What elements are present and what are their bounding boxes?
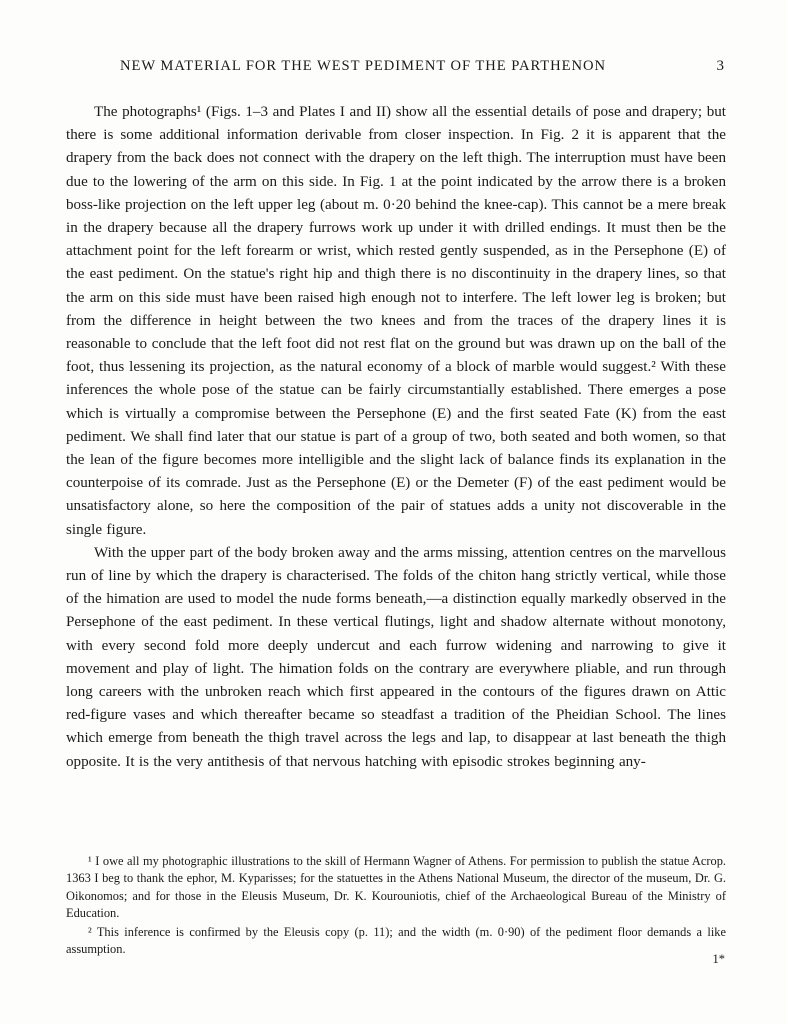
- page-content: [66, 58, 726, 774]
- body-paragraph-1: The photographs¹ (Figs. 1–3 and Plates I and II) show all the essential details of pose and drapery; but there is some additional information derivable from closer inspection. In Fig. 2 it is apparent that the drapery from the back does not connect with the drapery on the left thigh. The interruption must have been due to the lowering of the arm on this side. In Fig. 1 at the point indicated by the arrow there is a broken boss-like projection on the left upper leg (about m. 0·20 behind the knee-cap). This cannot be a mere break in the drapery because all the drapery furrows work up under it with drilled endings. It must then be the attachment point for the left forearm or wrist, which rested gently suspended, as in the Persephone (E) of the east pediment. On the statue's right hip and thigh there is no discontinuity in the drapery lines, so that the arm on this side must have been raised high enough not to interfere. The left lower leg is broken; but from the difference in height between the two knees and from the traces of the drapery lines it is reasonable to conclude that the left foot did not rest flat on the ground but was drawn up on the ball of the foot, thus lessening its projection, as the natural economy of a block of marble would suggest.² With these inferences the whole pose of the statue can be fairly circumstantially established. There emerges a pose which is virtually a compromise between the Persephone (E) and the first seated Fate (K) from the east pediment. We shall find later that our statue is part of a group of two, both seated and both women, so that the lean of the figure becomes more intelligible and the slight lack of balance finds its explanation in the counterpoise of its comrade. Just as the Persephone (E) or the Demeter (F) of the east pediment would be unsatisfactory alone, so here the composition of the pair of statues adds a unity not discoverable in the single figure.: [66, 104, 726, 538]
- footnote-2: ² This inference is confirmed by the Eleusis copy (p. 11); and the width (m. 0·90) of the pediment floor demands a like assumption.: [66, 924, 726, 957]
- footnote-block: [66, 845, 726, 958]
- running-head-title: NEW MATERIAL FOR THE WEST PEDIMENT OF THE PARTHENON: [120, 58, 606, 74]
- page-number: 3: [716, 58, 724, 74]
- signature-mark: 1*: [712, 952, 725, 966]
- footnote-1: ¹ I owe all my photographic illustrations to the skill of Hermann Wagner of Athens. For permission to publish the statue Acrop. 1363 I beg to thank the ephor, M. Kyparisses; for the statuettes in the Athens National Museum, the director of the museum, Dr. G. Oikonomos; and for those in the Eleusis Museum, Dr. K. Kourouniotis, chief of the Archaeological Bureau of the Ministry of Education.: [66, 854, 726, 921]
- body-paragraph-2: With the upper part of the body broken away and the arms missing, attention centres on the marvellous run of line by which the drapery is characterised. The folds of the chiton hang strictly vertical, while those of the himation are used to model the nude forms beneath,—a distinction equally markedly observed in the Persephone of the east pediment. In these vertical flutings, light and shadow alternate without monotony, with every second fold more deeply undercut and each furrow widening and narrowing to give it movement and play of light. The himation folds on the contrary are everywhere pliable, and run through long careers with the unbroken reach which first appeared in the contours of the figures drawn on Attic red-figure vases and which thereafter became so steadfast a tradition of the Pheidian School. The lines which emerge from beneath the thigh travel across the legs and lap, to disappear at last beneath the thigh opposite. It is the very antithesis of that nervous hatching with episodic strokes beginning any-: [66, 544, 726, 770]
- running-head: [66, 58, 726, 75]
